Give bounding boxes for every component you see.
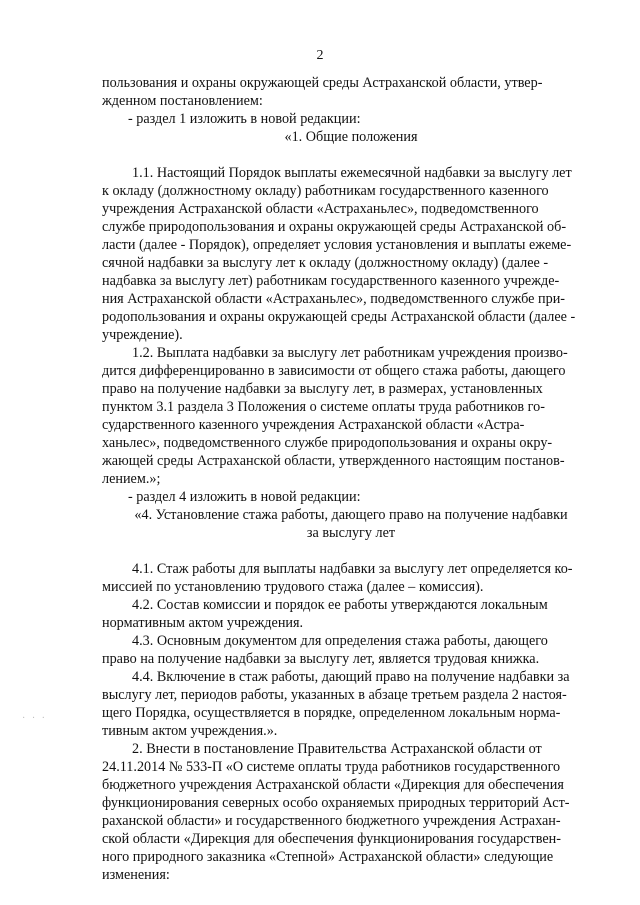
- text-line: ния Астраханской области «Астраханьлес», подведомственного службе при-: [102, 291, 566, 307]
- text-line: ской области «Дирекция для обеспечения функционирования государствен-: [102, 831, 561, 847]
- text-line: учреждение).: [102, 327, 183, 343]
- blank-line: [102, 146, 600, 164]
- text-line: нормативным актом учреждения.: [102, 615, 304, 631]
- text-line: пользования и охраны окружающей среды Астраханской области, утвер-: [102, 75, 543, 91]
- text-line: 4.1. Стаж работы для выплаты надбавки за выслугу лет определяется ко-: [132, 561, 573, 577]
- text-line: к окладу (должностному окладу) работникам государственного казенного: [102, 183, 549, 199]
- margin-scan-mark: · · ·: [22, 713, 47, 724]
- heading-line: «1. Общие положения: [284, 129, 418, 145]
- text-line: ного природного заказника «Степной» Астраханской области» следующие: [102, 849, 554, 865]
- text-line: дится дифференцированно в зависимости от общего стажа работы, дающего: [102, 363, 566, 379]
- text-line: ласти (далее - Порядок), определяет условия установления и выплаты ежеме-: [102, 237, 572, 253]
- text-line: службе природопользования и охраны окружающей среды Астраханской об-: [102, 219, 567, 235]
- document-body: [102, 74, 600, 884]
- heading-line: «4. Установление стажа работы, дающего право на получение надбавки: [134, 507, 568, 523]
- text-line: ханьлес», подведомственного службе природопользования и охраны окру-: [102, 435, 553, 451]
- text-line: надбавка за выслугу лет) работникам государственного казенного учрежде-: [102, 273, 560, 289]
- text-line: 4.2. Состав комиссии и порядок ее работы утверждаются локальным: [132, 597, 548, 613]
- text-line: миссией по установлению трудового стажа (далее – комиссия).: [102, 579, 484, 595]
- text-line: раханской области» и государственного бюджетного учреждения Астрахан-: [102, 813, 561, 829]
- text-line: бюджетного учреждения Астраханской области «Дирекция для обеспечения: [102, 777, 564, 793]
- text-line: - раздел 4 изложить в новой редакции:: [128, 489, 361, 505]
- text-line: 4.3. Основным документом для определения стажа работы, дающего: [132, 633, 548, 649]
- page-number: 2: [316, 48, 324, 63]
- text-line: изменения:: [102, 867, 170, 883]
- text-line: 1.2. Выплата надбавки за выслугу лет работникам учреждения произво-: [132, 345, 568, 361]
- text-line: - раздел 1 изложить в новой редакции:: [128, 111, 361, 127]
- text-line: выслугу лет, периодов работы, указанных в абзаце третьем раздела 2 настоя-: [102, 687, 567, 703]
- blank-line: [102, 542, 600, 560]
- text-line: учреждения Астраханской области «Астраханьлес», подведомственного: [102, 201, 539, 217]
- text-line: родопользования и охраны окружающей среды Астраханской области (далее -: [102, 309, 576, 325]
- text-line: лением.»;: [102, 471, 161, 487]
- text-line: 4.4. Включение в стаж работы, дающий право на получение надбавки за: [132, 669, 570, 685]
- text-line: сударственного казенного учреждения Астраханской области «Астра-: [102, 417, 525, 433]
- text-line: сячной надбавки за выслугу лет к окладу (должностному окладу) (далее -: [102, 255, 549, 271]
- text-line: жающей среды Астраханской области, утвержденного настоящим постанов-: [102, 453, 565, 469]
- text-line: право на получение надбавки за выслугу лет, в размерах, установленных: [102, 381, 543, 397]
- text-line: 1.1. Настоящий Порядок выплаты ежемесячной надбавки за выслугу лет: [132, 165, 572, 181]
- text-line: 24.11.2014 № 533-П «О системе оплаты труда работников государственного: [102, 759, 561, 775]
- text-line: право на получение надбавки за выслугу лет, является трудовая книжка.: [102, 651, 540, 667]
- heading-line: за выслугу лет: [306, 525, 396, 541]
- text-line: 2. Внести в постановление Правительства Астраханской области от: [132, 741, 542, 757]
- text-line: пунктом 3.1 раздела 3 Положения о системе оплаты труда работников го-: [102, 399, 545, 415]
- text-line: функционирования северных особо охраняемых природных территорий Аст-: [102, 795, 570, 811]
- text-line: жденном постановлением:: [102, 93, 263, 109]
- text-line: щего Порядка, осуществляется в порядке, определенном локальным норма-: [102, 705, 561, 721]
- text-line: тивным актом учреждения.».: [102, 723, 278, 739]
